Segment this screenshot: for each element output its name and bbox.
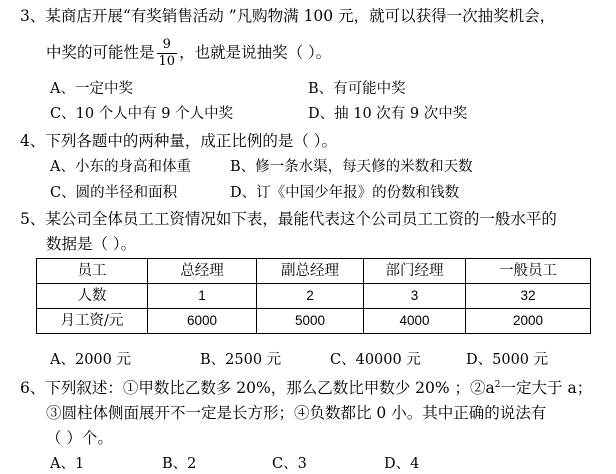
q5-option-a: A、2000 元 (50, 352, 131, 368)
q3-stem-suffix: ，也就是说抽奖（ ）。 (179, 43, 332, 62)
q6-option-c: C、3 (272, 456, 307, 472)
q6-exponent: 2 (494, 380, 501, 390)
table-row-label: 月工资/元 (37, 309, 148, 334)
table-header-cell: 部门经理 (364, 259, 466, 284)
q3-probability-fraction (157, 38, 178, 69)
wage-table-header-row (37, 259, 591, 284)
q5-option-d: D、5000 元 (466, 352, 549, 368)
table-cell: 4000 (364, 309, 466, 334)
q4-option-c: C、圆的半径和面积 (50, 185, 178, 201)
q3-fraction-denominator: 10 (158, 54, 176, 69)
q6-stem-line2: ③圆柱体侧面展开不一定是长方形；④负数都比 0 小。其中正确的说法有 (46, 404, 547, 422)
q6-stem-suffix: 一定大于 a； (500, 379, 593, 397)
q3-stem-prefix: 中奖的可能性是 (46, 43, 155, 62)
table-cell: 5000 (257, 309, 364, 334)
q6-stem-prefix: 6、下列叙述：①甲数比乙数多 20%，那么乙数比甲数少 20% ；②a (20, 379, 495, 397)
table-cell: 6000 (148, 309, 257, 334)
table-header-cell: 员工 (37, 259, 148, 284)
q6-option-b: B、2 (162, 456, 197, 472)
table-header-cell: 一般员工 (466, 259, 591, 284)
q5-stem-line1: 5、某公司全体员工工资情况如下表，最能代表这个公司员工工资的一般水平的 (20, 210, 557, 228)
table-cell: 3 (364, 284, 466, 309)
q6-stem-line1 (20, 378, 592, 398)
q3-option-a: A、一定中奖 (50, 81, 133, 97)
table-header-cell: 副总经理 (257, 259, 364, 284)
q3-fraction-numerator: 9 (157, 38, 178, 54)
q6-option-a: A、1 (50, 456, 85, 472)
q3-option-c: C、10 个人中有 9 个人中奖 (50, 106, 234, 122)
wage-table-count-row (37, 284, 591, 309)
q5-option-b: B、2500 元 (200, 352, 282, 368)
wage-table (36, 258, 591, 334)
wage-table-salary-row (37, 309, 591, 334)
q3-option-b: B、有可能中奖 (308, 81, 406, 97)
q4-stem-line1: 4、下列各题中的两种量，成正比例的是（ ）。 (20, 132, 338, 150)
q3-stem-line2 (46, 38, 331, 69)
table-cell: 32 (466, 284, 591, 309)
table-cell: 2000 (466, 309, 591, 334)
q5-option-c: C、40000 元 (330, 352, 421, 368)
table-cell: 2 (257, 284, 364, 309)
table-row-label: 人数 (37, 284, 148, 309)
q6-option-d: D、4 (384, 456, 420, 472)
table-cell: 1 (148, 284, 257, 309)
q4-option-b: B、修一条水渠，每天修的米数和天数 (230, 159, 473, 175)
q4-option-d: D、订《中国少年报》的份数和钱数 (230, 185, 460, 201)
q5-stem-line2: 数据是（ ）。 (46, 235, 137, 253)
q6-stem-line3: （ ）个。 (46, 429, 113, 447)
table-header-cell: 总经理 (148, 259, 257, 284)
q4-option-a: A、小东的身高和体重 (50, 159, 191, 175)
q3-stem-line1: 3、某商店开展“有奖销售活动 ”凡购物满 100 元，就可以获得一次抽奖机会， (20, 7, 556, 25)
q3-option-d: D、抽 10 次有 9 次中奖 (308, 106, 468, 122)
